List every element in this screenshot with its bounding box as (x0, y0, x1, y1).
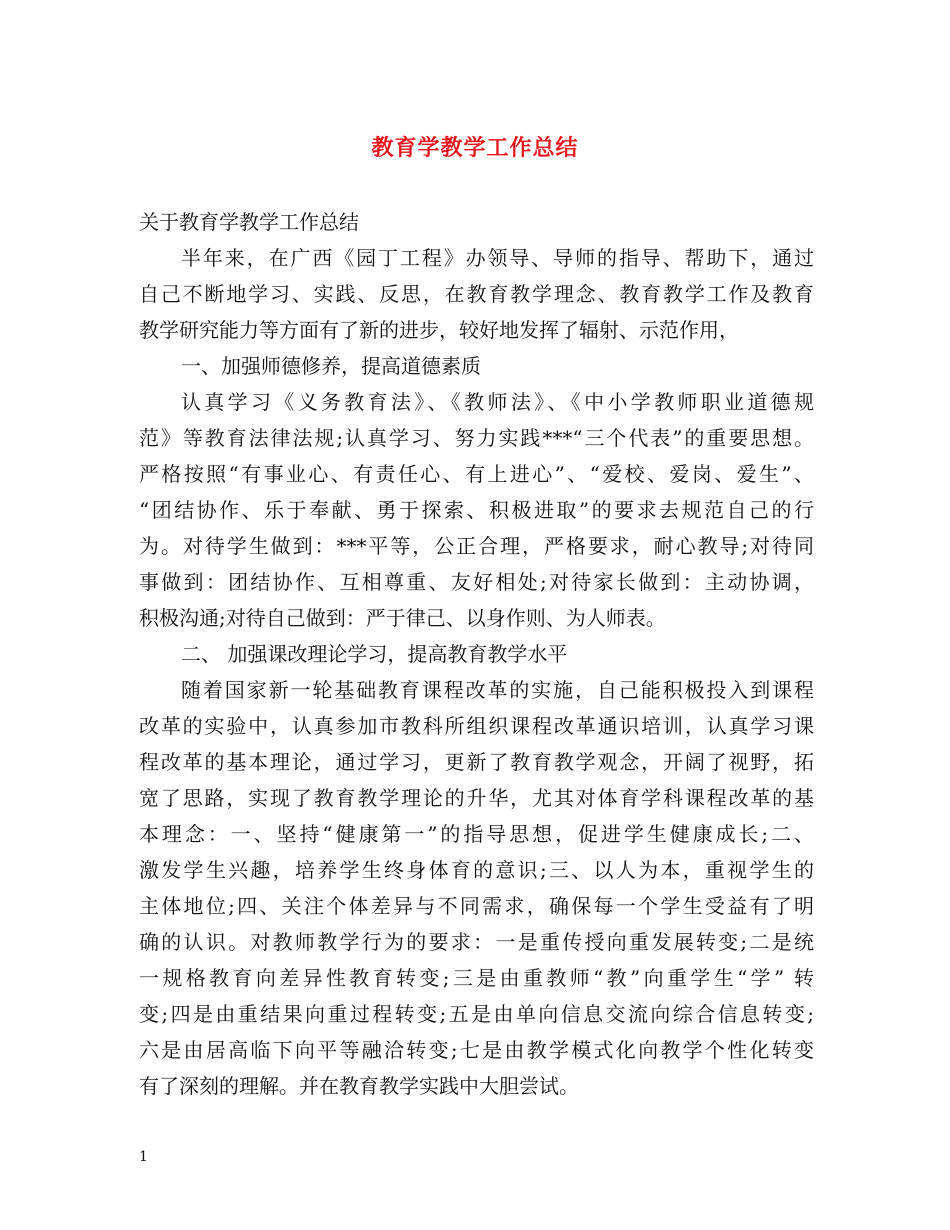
body-line: 有了深刻的理解。并在教育教学实践中大胆尝试。 (139, 1074, 579, 1098)
body-line: 六是由居高临下向平等融洽转变;七是由教学模式化向教学个性化转变 (139, 1038, 814, 1062)
body-line: 改革的实验中，认真参加市教科所组织课程改革通识培训，认真学习课 (139, 714, 814, 738)
page-number: 1 (139, 1149, 148, 1165)
body-line: 教学研究能力等方面有了新的进步，较好地发挥了辐射、示范作用， (139, 318, 739, 342)
body-line: 二、 加强课改理论学习，提高教育教学水平 (181, 642, 568, 666)
body-line: 主体地位;四、关注个体差异与不同需求，确保每一个学生受益有了明 (139, 894, 814, 918)
body-line: 事做到：团结协作、互相尊重、友好相处;对待家长做到：主动协调， (139, 570, 814, 594)
body-line: 关于教育学教学工作总结 (139, 210, 359, 234)
document-title: 教育学教学工作总结 (371, 135, 579, 161)
body-line: 范》等教育法律法规;认真学习、努力实践***“三个代表”的重要思想。 (139, 426, 814, 450)
body-line: 积极沟通;对待自己做到：严于律己、以身作则、为人师表。 (139, 606, 666, 630)
body-line: 确的认识。对教师教学行为的要求：一是重传授向重发展转变;二是统 (139, 930, 814, 954)
body-line: 一、加强师德修养，提高道德素质 (181, 354, 481, 378)
body-line: 认真学习《义务教育法》、《教师法》、《中小学教师职业道德规 (181, 390, 814, 414)
document-body (139, 204, 814, 1104)
body-line: 激发学生兴趣，培养学生终身体育的意识;三、以人为本，重视学生的 (139, 858, 814, 882)
body-line: 随着国家新一轮基础教育课程改革的实施，自己能积极投入到课程 (181, 678, 814, 702)
body-line: 程改革的基本理论，通过学习，更新了教育教学观念，开阔了视野，拓 (139, 750, 814, 774)
body-line: 宽了思路，实现了教育教学理论的升华，尤其对体育学科课程改革的基 (139, 786, 814, 810)
body-line: 半年来，在广西《园丁工程》办领导、导师的指导、帮助下，通过 (181, 246, 814, 270)
body-line: “团结协作、乐于奉献、勇于探索、积极进取”的要求去规范自己的行 (139, 498, 814, 522)
body-line: 自己不断地学习、实践、反思，在教育教学理念、教育教学工作及教育 (139, 282, 814, 306)
body-line: 严格按照“有事业心、有责任心、有上进心”、“爱校、爱岗、爱生”、 (139, 462, 814, 486)
body-line: 变;四是由重结果向重过程转变;五是由单向信息交流向综合信息转变; (139, 1002, 814, 1026)
body-line: 一规格教育向差异性教育转变;三是由重教师“教”向重学生“学” 转 (139, 966, 814, 990)
body-line: 本理念：一、坚持“健康第一”的指导思想，促进学生健康成长;二、 (139, 822, 814, 846)
body-line: 为。对待学生做到：***平等，公正合理，严格要求，耐心教导;对待同 (139, 534, 814, 558)
